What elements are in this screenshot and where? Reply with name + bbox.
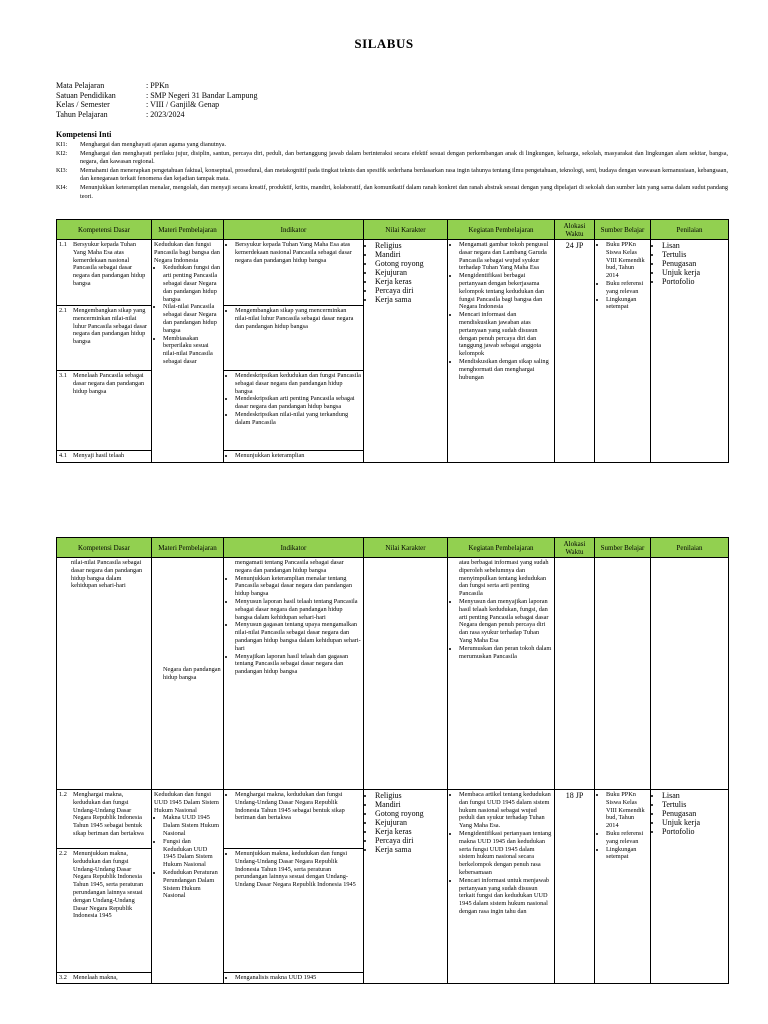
list-item: • Tertulis — [662, 800, 726, 809]
table-row — [57, 790, 729, 849]
materi-text: Negara dan pandangan hidup bangsa — [163, 665, 221, 681]
ki-text: Menghargai dan menghayati perilaku jujur, disiplin, santun, percaya diri, peduli, dan bertanggung jawab dalam berinteraksi secara efektif sesuai dengan perkembangan anak di lingkungan, keluarga, sekolah, masyarakat dan lingkungan alam sekitar, bangsa, negara, dan kawasan regional. — [80, 149, 728, 166]
list-item: • Fungsi dan Kedudukan UUD 1945 Dalam Sistem Hukum Nasional — [163, 838, 221, 869]
kegiatan-cell — [448, 240, 555, 463]
list-item: • Kerja keras — [375, 827, 445, 836]
list-item: • Mendeskripsikan kedudukan dan fungsi Pancasila sebagai dasar negara dan pandangan hidup bangsa — [235, 372, 361, 395]
ki-code: KI2: — [56, 149, 68, 157]
header-nilai-karakter: Nilai Karakter — [364, 538, 448, 558]
list-item: • Mengembangkan sikap yang mencerminkan nilai-nilai luhur Pancasila sebagai dasar negara dan pandangan hidup bangsa — [235, 307, 361, 330]
list-item: • Menunjukkan keteramplian menalar tentang Pancasila sebagai dasar negara dan pandangan hidup bangsa — [235, 575, 361, 598]
list-item: • Unjuk kerja — [662, 268, 726, 277]
kegiatan-cell — [448, 558, 555, 790]
kd-number: 1.2 — [59, 791, 67, 798]
list-item: • Kejujuran — [375, 818, 445, 827]
page-title: SILABUS — [354, 36, 414, 51]
list-item: • Religius — [375, 791, 445, 800]
silabus-table-2 — [56, 537, 729, 984]
list-item: • Percaya diri — [375, 836, 445, 845]
silabus-table-1 — [56, 219, 729, 463]
indikator-cell — [224, 306, 364, 371]
document-meta — [56, 81, 257, 119]
list-item: • Merumuskan dan peran tokoh dalam merumuskan Pancasila — [459, 645, 552, 661]
kompetensi-inti-title: Kompetensi Inti — [56, 130, 112, 139]
header-alokasi: Alokasi Waktu — [555, 538, 595, 558]
kegiatan-text: atau berbagai informasi yang sudah diperoleh sebelumnya dan menyimpulkan tentang kedudukan dan fungsi serta arti penting Pancasila — [459, 559, 549, 598]
meta-value: : VIII / Ganjil& Genap — [146, 100, 220, 109]
list-item: • Mengamati gambar tokoh pengusul dasar negara dan Lambang Garuda Pancasila sebagai wujud syukur terhadap Tuhan Yang Maha Esa — [459, 241, 552, 272]
list-item: • Kerja sama — [375, 295, 445, 304]
materi-cell — [152, 790, 224, 984]
header-nilai-karakter: Nilai Karakter — [364, 220, 448, 240]
header-penilaian: Penilaian — [651, 220, 729, 240]
kd-text: Mengembangkan sikap yang mencerminkan nilai-nilai luhur Pancasila sebagai dasar negara dan pandangan hidup bangsa — [73, 307, 147, 346]
kd-number: 3.1 — [59, 372, 67, 379]
list-item: • Mendeskripsikan arti penting Pancasila sebagai dasar negara dan pandangan hidup bangsa — [235, 395, 361, 411]
meta-value: : 2023/2024 — [146, 109, 185, 119]
materi-cell — [152, 240, 224, 463]
list-item: • Gotong royong — [375, 809, 445, 818]
list-item: • Kerja keras — [375, 277, 445, 286]
meta-value: : SMP Negeri 31 Bandar Lampung — [146, 90, 258, 100]
list-item: • Buku PPKn Siswa Kelas VIII Kemendik bud, Tahun 2014 — [606, 241, 648, 280]
header-indikator: Indikator — [224, 220, 364, 240]
kd-text: Menyaji hasil telaah — [73, 452, 125, 459]
kd-text: Menelaah Pancasila sebagai dasar negara dan pandangan hidup bangsa — [73, 372, 145, 395]
kd-cell — [57, 849, 152, 973]
header-kompetensi-dasar: Kompetensi Dasar — [57, 220, 152, 240]
kd-number: 3.2 — [59, 974, 67, 981]
kegiatan-cell — [448, 790, 555, 984]
list-item: • Mandiri — [375, 250, 445, 259]
list-item: • Lisan — [662, 791, 726, 800]
header-materi: Materi Pembelajaran — [152, 538, 224, 558]
list-item: • Gotong royong — [375, 259, 445, 268]
list-item: • Mendiskusikan dengan sikap saling menghormati dan menghargai hubungan — [459, 358, 552, 381]
list-item: • Kerja sama — [375, 845, 445, 854]
header-kegiatan: Kegiatan Pembelajaran — [448, 220, 555, 240]
kd-number: 2.1 — [59, 307, 67, 314]
kd-cell — [57, 451, 152, 463]
indikator-cell — [224, 240, 364, 306]
header-kegiatan: Kegiatan Pembelajaran — [448, 538, 555, 558]
list-item: • Mengidentifikasi pertanyaan tentang makna UUD 1945 dan kedudukan serta fungsi UUD 1945 dalam sistem hukum nasional secara berkelompok dengan penuh rasa kebersamaan — [459, 830, 552, 877]
table-header-row — [57, 220, 729, 240]
list-item: • Portofolio — [662, 827, 726, 836]
list-item: • Menganalisis makna UUD 1945 — [235, 974, 361, 982]
header-sumber: Sumber Belajar — [595, 220, 651, 240]
list-item: • Menunjukkan keteramplian — [235, 452, 361, 460]
header-kompetensi-dasar: Kompetensi Dasar — [57, 538, 152, 558]
list-item: • Kedudukan fungsi dan arti penting Pancasila sebagai dasar Negara dan pandangan hidup bangsa — [163, 264, 221, 303]
list-item: • Mendeskripsikan nilai-nilai yang terkandung dalam Pancasila — [235, 411, 361, 427]
list-item: • Membaca artikel tentang kedudukan dan fungsi UUD 1945 dalam sistem hukum nasional sebagai wujud peduli dan syukur terhadap Tuhan Yang Maha Esa. — [459, 791, 552, 830]
kd-text: nilai-nilai Pancasila sebagai dasar negara dan pandangan hidup bangsa dalam kehidupan sehari-hari — [71, 559, 143, 590]
ki-text: Menunjukkan keterampilan menalar, mengolah, dan menyaji secara kreatif, produktif, kritis, mandiri, kolaboratif, dan komunikatif dalam ranah konkret dan ranah abstrak sesuai dengan yang dipelajari di sekolah dan sumber lain yang sama dalam sudut pandang teori. — [80, 183, 728, 200]
kompetensi-inti-list — [56, 141, 728, 201]
list-item: • Penugasan — [662, 259, 726, 268]
table-row — [57, 240, 729, 306]
list-item: • Mandiri — [375, 800, 445, 809]
alokasi-cell — [555, 558, 595, 790]
list-item: • Lingkungan setempat — [606, 846, 648, 862]
indikator-cell — [224, 451, 364, 463]
header-alokasi: Alokasi Waktu — [555, 220, 595, 240]
materi-cell — [152, 558, 224, 790]
penilaian-cell — [651, 240, 729, 463]
kd-number: 4.1 — [59, 452, 67, 459]
list-item: • Bersyukur kepada Tuhan Yang Maha Esa atas kemerdekaan nasional Pancasila sebagai dasar negara dan pandangan hidup bangsa — [235, 241, 361, 264]
list-item: • Portofolio — [662, 277, 726, 286]
kd-number: 1.1 — [59, 241, 67, 248]
header-sumber: Sumber Belajar — [595, 538, 651, 558]
kd-text: Menghargai makna, kedudukan dan fungsi Undang-Undang Dasar Negara Republik Indonesia Tahun 1945 sebagai bentuk sikap beriman dan bertakwa — [73, 791, 144, 837]
list-item: • Makna UUD 1945 Dalam Sistem Hukum Nasional — [163, 814, 221, 837]
list-item: • Membiasakan berperilaku sesuai nilai-nilai Pancasila sebagai dasar — [163, 335, 221, 366]
ki-code: KI4: — [56, 183, 68, 191]
nilai-karakter-cell — [364, 240, 448, 463]
alokasi-cell: 18 JP — [555, 790, 595, 984]
kd-cell — [57, 790, 152, 849]
list-item: • Buku referensi yang relevan — [606, 830, 648, 846]
meta-value: : PPKn — [146, 81, 169, 90]
list-item: • Menghargai makna, kedudukan dan fungsi Undang-Undang Dasar Negara Republik Indonesia Tahun 1945 sebagai bentuk sikap beriman dan bertakwa — [235, 791, 361, 822]
alokasi-cell: 24 JP — [555, 240, 595, 463]
header-penilaian: Penilaian — [651, 538, 729, 558]
list-item: • Penugasan — [662, 809, 726, 818]
list-item: • Buku PPKn Siswa Kelas VIII Kemendik bud, Tahun 2014 — [606, 791, 648, 830]
list-item: • Lingkungan setempat — [606, 296, 648, 312]
kd-cell — [57, 973, 152, 984]
kd-text: Bersyukur kepada Tuhan Yang Maha Esa atas kemerdekaan nasional Pancasila sebagai dasar negara dan pandangan hidup bangsa — [73, 241, 146, 287]
meta-label: Kelas / Semester — [56, 100, 110, 109]
nilai-karakter-cell — [364, 558, 448, 790]
ki-code: KI1: — [56, 141, 68, 148]
kd-text: Menunjukkan makna, kedudukan dan fungsi Undang-Undang Dasar Negara Republik Indonesia Tahun 1945, serta peraturan perundangan lainnya sesuai dengan Undang-Undang Dasar Negara Republik Indonesia 1945 — [73, 850, 144, 920]
kd-cell — [57, 306, 152, 371]
list-item: • Menyusun gagasan tentang upaya mengamalkan nilai-nilai Pancasila sebagai dasar negara dan pandangan hidup bangsa dalam kehidupan sehari-hari — [235, 621, 361, 652]
indikator-cell — [224, 849, 364, 973]
list-item: • Tertulis — [662, 250, 726, 259]
header-indikator: Indikator — [224, 538, 364, 558]
header-materi: Materi Pembelajaran — [152, 220, 224, 240]
kd-text: Menelaah makna, — [73, 974, 118, 981]
list-item: • Buku referensi yang relevan — [606, 280, 648, 296]
ki-text: Memahami dan menerapkan pengetahuan faktual, konseptual, prosedural, dan metakognitif pada tingkat teknis dan spesifik sederhana berdasarkan rasa ingin tahunya tentang ilmu pengetahuan, teknologi, seni, budaya dengan wawasan kemanusiaan, kebangsaan, dan kenegaraan terkait fenomena dan kejadian tampak mata. — [80, 166, 728, 183]
meta-label: Tahun Pelajaran — [56, 109, 108, 119]
ki-text: Menghargai dan menghayati ajaran agama yang dianutnya. — [80, 141, 227, 148]
indikator-cell — [224, 790, 364, 849]
list-item: • Lisan — [662, 241, 726, 250]
penilaian-cell — [651, 558, 729, 790]
list-item: • Religius — [375, 241, 445, 250]
list-item: • Mengidentifikasi berbagai pertanyaan dengan bekerjasama kelompok tentang kedudukan dan fungsi Pancasila bagi bangsa dan Negara Indonesia — [459, 272, 552, 311]
indikator-cell — [224, 973, 364, 984]
penilaian-cell — [651, 790, 729, 984]
table-header-row — [57, 538, 729, 558]
kd-cell — [57, 558, 152, 790]
list-item: • Percaya diri — [375, 286, 445, 295]
list-item: • Menyajikan laporan hasil telaah dan gagasan tentang Pancasila sebagai dasar negara dan pandangan hidup bangsa — [235, 653, 361, 676]
list-item: • Kedudukan Peraturan Perundangan Dalam Sistem Hukum Nasional — [163, 869, 221, 900]
materi-intro: Kedudukan dan fungsi UUD 1945 Dalam Sistem Hukum Nasional — [154, 791, 219, 814]
list-item: • Menyusun laporan hasil telaah tentang Pancasila sebagai dasar negara dan pandangan hidup bangsa dalam kehidupan sehari-hari — [235, 598, 361, 621]
list-item: • Kejujuran — [375, 268, 445, 277]
list-item: • Unjuk kerja — [662, 818, 726, 827]
kd-cell — [57, 240, 152, 306]
list-item: • Mencari informasi untuk menjawab pertanyaan yang sudah disusun terkait fungsi dan kedudukan UUD 1945 dalam sistem hukum nasional dengan rasa ingin tahu dan — [459, 877, 552, 916]
indikator-text: mengamati tentang Pancasila sebagai dasar negara dan pandangan hidup bangsa — [235, 559, 344, 574]
list-item: • Nilai-nilai Pancasila sebagai dasar Negara dan pandangan hidup bangsa — [163, 303, 221, 334]
ki-code: KI3: — [56, 166, 68, 174]
sumber-cell — [595, 790, 651, 984]
sumber-cell — [595, 558, 651, 790]
table-row — [57, 558, 729, 790]
list-item: • Menunjukkan makna, kedudukan dan fungsi Undang-Undang Dasar Negara Republik Indonesia Tahun 1945, serta peraturan perundangan lainnya sesuai dengan Undang-Undang Dasar Negara Republik Indonesia 1945 — [235, 850, 361, 889]
indikator-cell — [224, 558, 364, 790]
nilai-karakter-cell — [364, 790, 448, 984]
sumber-cell — [595, 240, 651, 463]
meta-label: Mata Pelajaran — [56, 81, 105, 90]
kd-cell — [57, 371, 152, 451]
indikator-cell — [224, 371, 364, 451]
meta-label: Satuan Pendidikan — [56, 90, 116, 100]
list-item: • Mencari informasi dan mendiskusikan jawaban atas pertanyaan yang sudah disusun dengan penuh percaya diri dan tanggung jawab sebagai anggota kelompok — [459, 311, 552, 358]
list-item: • Menyusun dan menyajikan laporan hasil telaah kedudukan, fungsi, dan arti penting Pancasila sebagai dasar Negara dengan penuh percaya diri dan rasa syukur terhadap Tuhan Yang Maha Esa — [459, 598, 552, 645]
kd-number: 2.2 — [59, 850, 67, 857]
materi-intro: Kedudukan dan fungsi Pancasila bagi bangsa dan Negara Indonesia — [154, 241, 220, 264]
